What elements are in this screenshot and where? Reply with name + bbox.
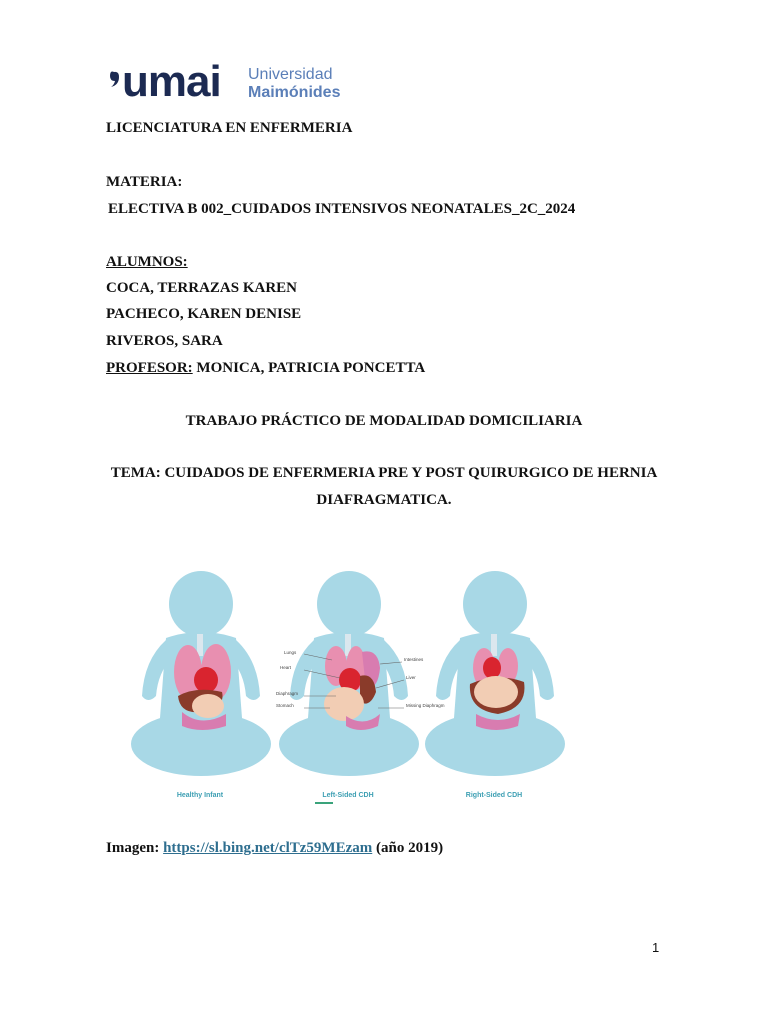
- caption-healthy: Healthy Infant: [176, 792, 224, 799]
- logo-university-line2: Maimónides: [248, 84, 341, 101]
- imagen-year: (año 2019): [376, 840, 444, 856]
- alumno-2: PACHECO, KAREN DENISE: [106, 306, 302, 322]
- materia-label: MATERIA:: [106, 174, 183, 190]
- stomach: [192, 694, 224, 718]
- label-liver: Liver: [406, 675, 416, 680]
- page-number: 1: [652, 940, 660, 955]
- label-missing-diaphragm: Missing Diaphragm: [406, 703, 445, 708]
- profesor-value: MONICA, PATRICIA PONCETTA: [196, 360, 426, 376]
- imagen-label: Imagen:: [106, 840, 160, 856]
- label-heart: Heart: [280, 665, 292, 670]
- profesor-label: PROFESOR:: [106, 360, 193, 376]
- heart: [194, 667, 218, 693]
- imagen-caption: [106, 840, 443, 857]
- alumno-1: COCA, TERRAZAS KAREN: [106, 280, 298, 296]
- heart: [483, 657, 501, 679]
- caption-right-cdh: Right-Sided CDH: [465, 792, 523, 799]
- program-title: LICENCIATURA EN ENFERMERIA: [106, 120, 353, 136]
- logo-mark-comma: [110, 72, 119, 88]
- logo-university-line1: Universidad: [248, 66, 333, 83]
- healthy-infant-figure: [131, 571, 271, 776]
- right-cdh-figure: [425, 571, 565, 776]
- tema-line-1: TEMA: CUIDADOS DE ENFERMERIA PRE Y POST QUIRURGICO DE HERNIA: [110, 465, 658, 481]
- left-cdh-figure: [279, 571, 419, 804]
- label-stomach: Stomach: [276, 703, 294, 708]
- imagen-link[interactable]: https://sl.bing.net/clTz59MEzam: [163, 840, 373, 856]
- label-lungs: Lungs: [284, 650, 297, 655]
- label-intestines: Intestines: [404, 657, 424, 662]
- logo-mark-text: umai: [122, 58, 221, 104]
- profesor-row: [106, 359, 425, 377]
- tema-line-2: DIAFRAGMATICA.: [316, 492, 452, 508]
- trabajo-title: TRABAJO PRÁCTICO DE MODALIDAD DOMICILIARIA: [185, 413, 583, 429]
- cdh-illustration: [122, 566, 568, 810]
- materia-value: ELECTIVA B 002_CUIDADOS INTENSIVOS NEONATALES_2C_2024: [108, 201, 576, 217]
- umai-logo: [108, 58, 348, 104]
- alumnos-label: ALUMNOS:: [106, 254, 188, 270]
- stomach: [324, 687, 364, 721]
- label-diaphragm: Diaphragm: [276, 691, 299, 696]
- stomach: [474, 676, 518, 708]
- caption-left-cdh: Left-Sided CDH: [322, 792, 374, 799]
- alumno-3: RIVEROS, SARA: [106, 333, 223, 349]
